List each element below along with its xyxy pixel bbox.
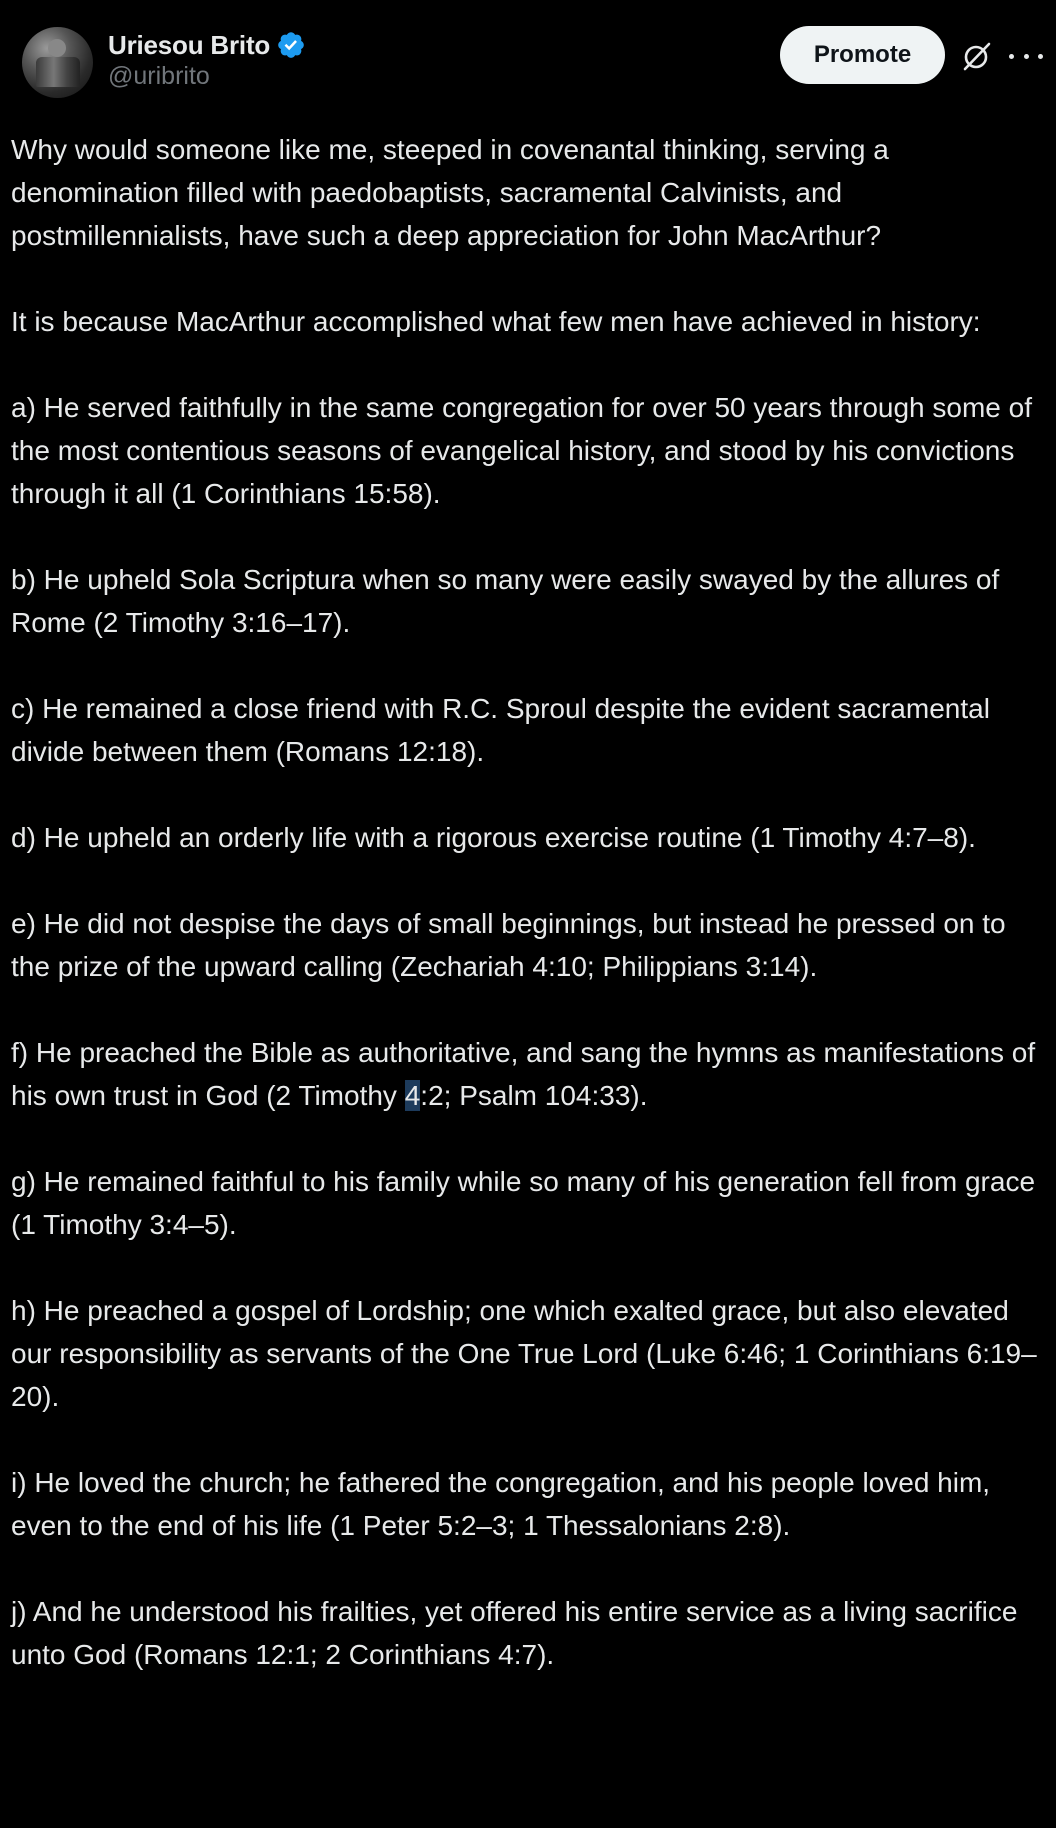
post-paragraph: d) He upheld an orderly life with a rigorous exercise routine (1 Timothy 4:7–8).	[11, 822, 976, 853]
post-header	[11, 0, 1044, 112]
author-display-name[interactable]: Uriesou Brito	[108, 29, 271, 60]
post-paragraph: It is because MacArthur accomplished what few men have achieved in history:	[11, 306, 981, 337]
post-paragraph-f	[11, 1031, 1044, 1117]
post-paragraph: a) He served faithfully in the same congregation for over 50 years through some of the most contentious seasons of evangelical history, and stood by his convictions through it all (1 Corinthians 15:58).	[11, 392, 1040, 509]
post-paragraph: c) He remained a close friend with R.C. Sproul despite the evident sacramental divide between them (Romans 12:18).	[11, 693, 998, 767]
author-name-row	[108, 28, 306, 62]
text-segment: :2; Psalm 104:33).	[420, 1080, 648, 1111]
post-text	[11, 128, 1044, 1676]
more-dot	[1009, 54, 1014, 59]
text-segment: f) He preached the Bible as authoritative, and sang the hymns as manifestations of his own trust in God (2 Timothy	[11, 1037, 1043, 1111]
verified-badge-icon[interactable]	[276, 30, 306, 60]
selected-text: 4	[404, 1080, 421, 1111]
promote-button[interactable]: Promote	[780, 26, 945, 84]
post-paragraph: g) He remained faithful to his family while so many of his generation fell from grace (1 Timothy 3:4–5).	[11, 1166, 1043, 1240]
post-paragraph: Why would someone like me, steeped in covenantal thinking, serving a denomination filled with paedobaptists, sacramental Calvinists, and postmillennialists, have such a deep appreciation for John MacArthur?	[11, 134, 897, 251]
post-paragraph: i) He loved the church; he fathered the congregation, and his people loved him, even to the end of his life (1 Peter 5:2–3; 1 Thessalonians 2:8).	[11, 1467, 998, 1541]
post-paragraph: h) He preached a gospel of Lordship; one which exalted grace, but also elevated our responsibility as servants of the One True Lord (Luke 6:46; 1 Corinthians 6:19–20).	[11, 1295, 1037, 1412]
more-dot	[1038, 54, 1043, 59]
author-info	[108, 28, 306, 91]
more-dot	[1024, 54, 1029, 59]
post-paragraph: b) He upheld Sola Scriptura when so many were easily swayed by the allures of Rome (2 Timothy 3:16–17).	[11, 564, 1008, 638]
avatar[interactable]	[22, 27, 93, 98]
post-paragraph: j) And he understood his frailties, yet offered his entire service as a living sacrifice unto God (Romans 12:1; 2 Corinthians 4:7).	[11, 1596, 1026, 1670]
grok-icon[interactable]	[961, 40, 993, 72]
post-paragraph: e) He did not despise the days of small beginnings, but instead he pressed on to the prize of the upward calling (Zechariah 4:10; Philippians 3:14).	[11, 908, 1014, 982]
author-handle[interactable]: @uribrito	[108, 62, 210, 90]
more-icon[interactable]	[1009, 42, 1043, 70]
